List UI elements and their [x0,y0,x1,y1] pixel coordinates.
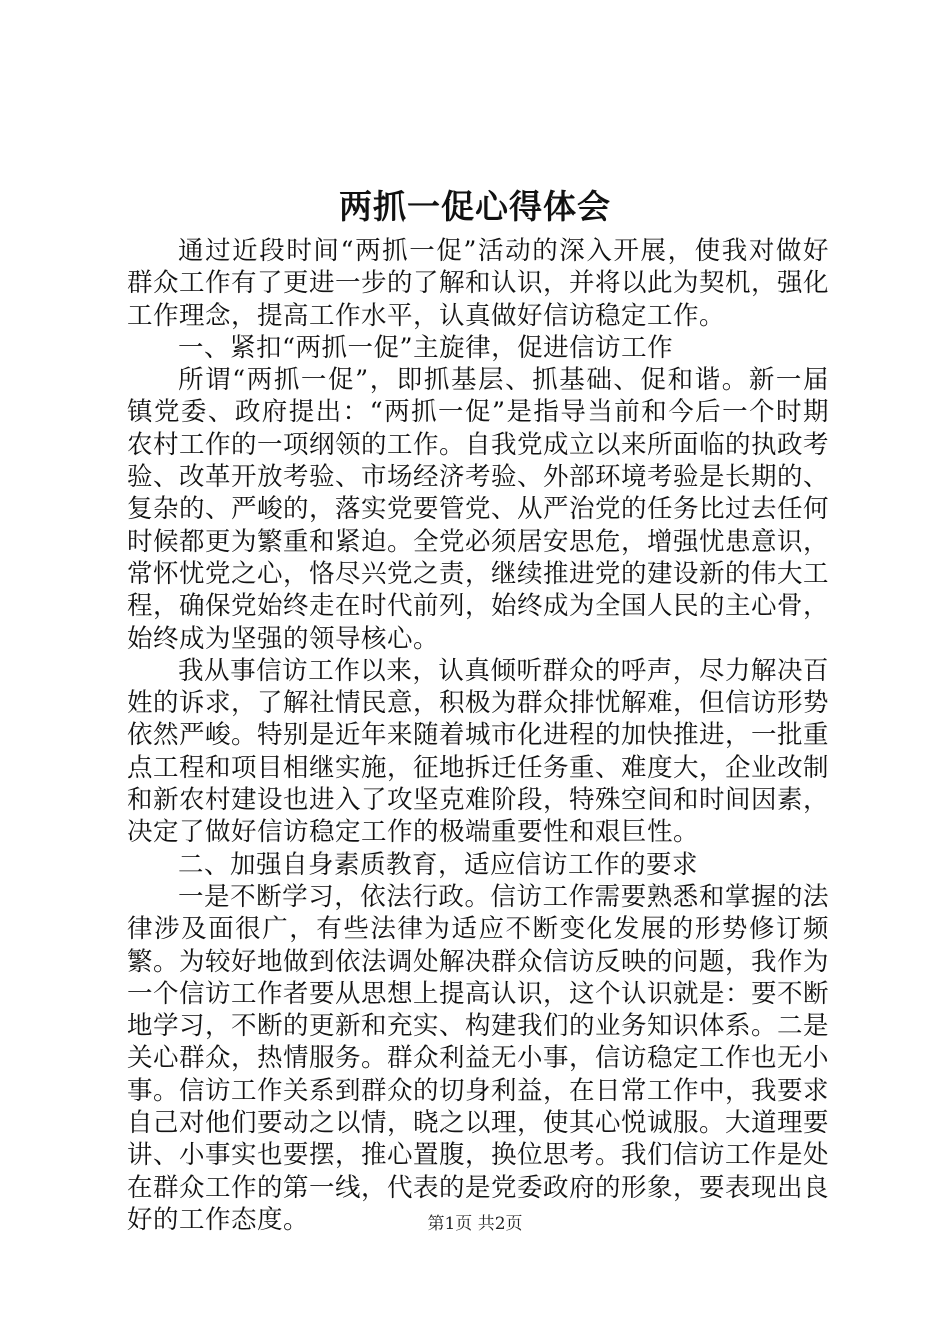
section-heading-1: 一、紧扣“两抓一促”主旋律，促进信访工作 [178,332,674,363]
page-footer: 第1页 共2页 [427,1214,523,1234]
section-heading-2: 二、加强自身素质教育，适应信访工作的要求 [178,849,699,880]
document-body [127,235,829,1236]
document-title: 两抓一促心得体会 [339,187,611,226]
body-paragraph: 一是不断学习，依法行政。信访工作需要熟悉和掌握的法律涉及面很广，有些法律为适应不断变化发展的形势修订频繁。为较好地做到依法调处解决群众信访反映的问题，我作为一个信访工作者要从思想上提高认识，这个认识就是：要不断地学习，不断的更新和充实、构建我们的业务知识体系。二是关心群众，热情服务。群众利益无小事，信访稳定工作也无小事。信访工作关系到群众的切身利益，在日常工作中，我要求自己对他们要动之以情，晓之以理，使其心悦诚服。大道理要讲、小事实也要摆，推心置腹，换位思考。我们信访工作是处在群众工作的第一线，代表的是党委政府的形象，要表现出良好的工作态度。 [127,881,830,1235]
intro-paragraph: 通过近段时间“两抓一促”活动的深入开展，使我对做好群众工作有了更进一步的了解和认识，并将以此为契机，强化工作理念，提高工作水平，认真做好信访稳定工作。 [127,236,830,331]
body-paragraph: 我从事信访工作以来，认真倾听群众的呼声，尽力解决百姓的诉求，了解社情民意，积极为群众排忧解难，但信访形势依然严峻。特别是近年来随着城市化进程的加快推进，一批重点工程和项目相继实施，征地拆迁任务重、难度大，企业改制和新农村建设也进入了攻坚克难阶段，特殊空间和时间因素，决定了做好信访稳定工作的极端重要性和艰巨性。 [127,655,830,848]
body-paragraph: 所谓“两抓一促”，即抓基层、抓基础、促和谐。新一届镇党委、政府提出：“两抓一促”是指导当前和今后一个时期农村工作的一项纲领的工作。自我党成立以来所面临的执政考验、改革开放考验、市场经济考验、外部环境考验是长期的、复杂的、严峻的，落实党要管党、从严治党的任务比过去任何时候都更为繁重和紧迫。全党必须居安思危，增强忧患意识，常怀忧党之心，恪尽兴党之责，继续推进党的建设新的伟大工程，确保党始终走在时代前列，始终成为全国人民的主心骨，始终成为坚强的领导核心。 [127,365,830,654]
